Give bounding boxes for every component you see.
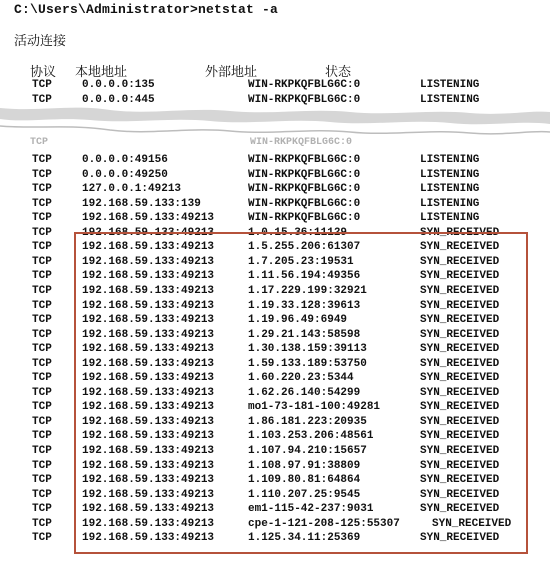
foreign-address-cell: WIN-RKPKQFBLG6C:0 [248,197,361,210]
protocol-cell: TCP [32,168,52,181]
local-address-cell: 192.168.59.133:49213 [82,503,215,516]
foreign-address-cell: 1.125.34.11:25369 [248,532,361,545]
local-address-cell: 192.168.59.133:49213 [82,459,215,472]
state-cell: LISTENING [420,168,480,181]
state-cell: SYN_RECEIVED [420,445,500,457]
state-cell: SYN_RECEIVED [420,255,500,268]
foreign-address-cell: WIN-RKPKQFBLG6C:0 [248,93,361,106]
local-address-cell: 0.0.0.0:135 [82,79,155,91]
state-cell: SYN_RECEIVED [420,241,500,254]
local-address-cell: 192.168.59.133:139 [82,197,201,210]
protocol-cell: TCP [32,517,52,530]
syn-received-highlight-box [74,232,528,554]
state-cell: LISTENING [420,93,480,106]
protocol-cell: TCP [32,372,52,385]
state-cell: SYN_RECEIVED [420,226,500,239]
protocol-cell: TCP [32,93,52,106]
foreign-address-cell: 1.19.96.49:6949 [248,314,348,327]
foreign-address-cell: 1.29.21.143:58598 [248,328,361,341]
foreign-address-cell: WIN-RKPKQFBLG6C:0 [248,79,361,91]
local-address-cell: 0.0.0.0:49250 [82,168,168,181]
state-cell: SYN_RECEIVED [420,299,500,312]
protocol-cell: TCP [32,241,52,254]
foreign-address-cell: WIN-RKPKQFBLG6C:0 [248,168,361,181]
state-cell: SYN_RECEIVED [420,401,500,414]
state-cell: LISTENING [420,79,480,91]
state-cell: SYN_RECEIVED [420,474,500,487]
state-cell: SYN_RECEIVED [420,459,500,472]
local-address-cell: 192.168.59.133:49213 [82,255,215,268]
protocol-cell: TCP [32,430,52,443]
local-address-cell: 192.168.59.133:49213 [82,314,215,327]
foreign-address-cell: WIN-RKPKQFBLG6C:0 [248,212,361,225]
foreign-address-cell: 1.11.56.194:49356 [248,270,361,283]
connection-row [0,93,550,108]
protocol-cell: TCP [32,154,52,166]
state-cell: SYN_RECEIVED [420,284,500,297]
state-cell: SYN_RECEIVED [420,386,500,399]
state-cell: SYN_RECEIVED [420,328,500,341]
local-address-cell: 192.168.59.133:49213 [82,328,215,341]
protocol-cell: TCP [32,270,52,283]
local-address-cell: 192.168.59.133:49213 [82,270,215,283]
state-cell: SYN_RECEIVED [420,343,500,356]
state-cell: SYN_RECEIVED [420,314,500,327]
protocol-cell: TCP [32,79,52,91]
state-cell: SYN_RECEIVED [420,503,500,516]
foreign-address-cell: 1.86.181.223:20935 [248,415,367,428]
protocol-cell: TCP [32,357,52,370]
foreign-address-cell: 1.108.97.91:38809 [248,459,361,472]
column-header-proto: 协议 [30,65,57,80]
foreign-address-cell: mo1-73-181-100:49281 [248,401,381,414]
local-address-cell: 192.168.59.133:49213 [82,532,215,545]
foreign-address-cell: WIN-RKPKQFBLG6C:0 [248,154,361,166]
foreign-address-cell: 1.110.207.25:9545 [248,488,361,501]
active-connections-heading: 活动连接 [14,34,67,49]
local-address-cell: 192.168.59.133:49213 [82,343,215,356]
state-cell: SYN_RECEIVED [420,488,500,501]
protocol-cell: TCP [32,255,52,268]
local-address-cell: 192.168.59.133:49213 [82,299,215,312]
protocol-cell: TCP [32,314,52,327]
protocol-cell: TCP [32,212,52,225]
connection-row [0,153,550,168]
protocol-cell: TCP [32,226,52,239]
connection-row [0,211,550,226]
connection-row [0,182,550,197]
foreign-address-cell: WIN-RKPKQFBLG6C:0 [248,183,361,196]
foreign-address-cell: 1.17.229.199:32921 [248,284,367,297]
connection-row [0,78,550,93]
foreign-address-cell: 1.5.255.206:61307 [248,241,361,254]
protocol-cell: TCP [32,445,52,457]
foreign-address-cell: 1.62.26.140:54299 [248,386,361,399]
local-address-cell: 0.0.0.0:445 [82,93,155,106]
foreign-address-cell: 1.60.220.23:5344 [248,372,354,385]
local-address-cell: 192.168.59.133:49213 [82,474,215,487]
local-address-cell: 192.168.59.133:49213 [82,386,215,399]
foreign-address-cell: 1.107.94.210:15657 [248,445,367,457]
local-address-cell: 192.168.59.133:49213 [82,284,215,297]
state-cell: LISTENING [420,183,480,196]
local-address-cell: 192.168.59.133:49213 [82,401,215,414]
local-address-cell: 192.168.59.133:49213 [82,372,215,385]
local-address-cell: 192.168.59.133:49213 [82,241,215,254]
local-address-cell: 192.168.59.133:49213 [82,445,215,457]
protocol-cell: TCP [32,328,52,341]
foreign-address-cell: 1.7.205.23:19531 [248,255,354,268]
foreign-address-cell: 1.109.80.81:64864 [248,474,361,487]
state-cell: SYN_RECEIVED [420,532,500,545]
local-address-cell: 192.168.59.133:49213 [82,488,215,501]
state-cell: LISTENING [420,154,480,166]
local-address-cell: 192.168.59.133:49213 [82,226,215,239]
foreign-address-cell: 1.0.15.36:11129 [248,226,348,239]
protocol-cell: TCP [32,474,52,487]
connection-row [0,197,550,212]
local-address-cell: 192.168.59.133:49213 [82,212,215,225]
protocol-cell: TCP [32,343,52,356]
protocol-cell: TCP [32,386,52,399]
state-cell: SYN_RECEIVED [420,270,500,283]
foreign-address-cell: em1-115-42-237:9031 [248,503,374,516]
protocol-cell: TCP [32,488,52,501]
foreign-address-cell: 1.19.33.128:39613 [248,299,361,312]
column-header-local-address: 本地地址 [75,65,128,80]
torn-paper-divider [0,106,550,150]
local-address-cell: 0.0.0.0:49156 [82,154,168,166]
local-address-cell: 192.168.59.133:49213 [82,415,215,428]
protocol-cell: TCP [32,183,52,196]
local-address-cell: 192.168.59.133:49213 [82,357,215,370]
command-line: C:\Users\Administrator>netstat -a [14,2,279,17]
protocol-cell: TCP [32,503,52,516]
protocol-cell: TCP [32,459,52,472]
column-header-state: 状态 [325,65,352,80]
svg-text:TCP: TCP [30,137,49,148]
protocol-cell: TCP [32,197,52,210]
protocol-cell: TCP [32,299,52,312]
foreign-address-cell: 1.103.253.206:48561 [248,430,374,443]
local-address-cell: 127.0.0.1:49213 [82,183,182,196]
svg-text:WIN-RKPKQFBLG6C:0: WIN-RKPKQFBLG6C:0 [250,137,353,148]
protocol-cell: TCP [32,284,52,297]
state-cell: SYN_RECEIVED [420,357,500,370]
state-cell: SYN_RECEIVED [432,517,512,530]
state-cell: SYN_RECEIVED [420,372,500,385]
state-cell: SYN_RECEIVED [420,430,500,443]
foreign-address-cell: 1.30.138.159:39113 [248,343,367,356]
protocol-cell: TCP [32,401,52,414]
state-cell: SYN_RECEIVED [420,415,500,428]
local-address-cell: 192.168.59.133:49213 [82,430,215,443]
protocol-cell: TCP [32,415,52,428]
connection-row [0,168,550,183]
foreign-address-cell: 1.59.133.189:53750 [248,357,367,370]
state-cell: LISTENING [420,212,480,225]
column-header-foreign-address: 外部地址 [205,65,258,80]
protocol-cell: TCP [32,532,52,545]
state-cell: LISTENING [420,197,480,210]
foreign-address-cell: cpe-1-121-208-125:55307 [248,517,400,530]
local-address-cell: 192.168.59.133:49213 [82,517,215,530]
